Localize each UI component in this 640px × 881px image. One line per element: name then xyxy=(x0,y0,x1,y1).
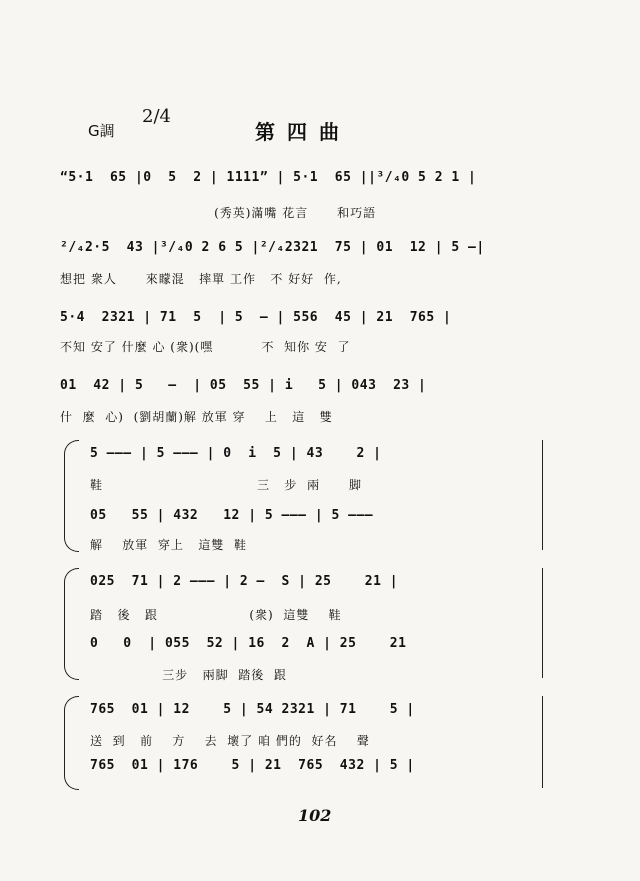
lyrics: 踏 後 跟 (衆) 這雙 鞋 xyxy=(90,608,342,622)
system-brace-2 xyxy=(64,568,79,680)
barline-right-1 xyxy=(542,440,543,550)
lyrics: 解 放軍 穿上 這雙 鞋 xyxy=(90,538,247,552)
system-brace-1 xyxy=(64,440,79,552)
notation: 05 55 | 432 12 | 5 ——— | 5 ——— xyxy=(90,508,382,523)
notation: 5·4 2321 | 71 5 | 5 — | 556 45 | 21 765 | xyxy=(60,310,452,325)
lyrics: 什 麼 心) (劉胡蘭)解 放軍 穿 上 這 雙 xyxy=(60,410,333,424)
lyrics: 三步 兩脚 踏後 跟 xyxy=(90,668,287,682)
time-signature: 2/4 xyxy=(142,106,171,127)
system-brace-3 xyxy=(64,696,79,790)
lyrics: (秀英)滿嘴 花言 和巧語 xyxy=(60,206,377,220)
notation: 0 0 | 055 52 | 16 2 A | 25 21 xyxy=(90,636,415,651)
lyrics: 送 到 前 方 去 壞了 咱 們的 好名 聲 xyxy=(90,734,370,748)
lyrics: 想把 衆人 來矇混 摔單 工作 不 好好 作, xyxy=(60,272,342,286)
barline-right-3 xyxy=(542,696,543,788)
notation: 025 71 | 2 ——— | 2 — S | 25 21 | xyxy=(90,574,399,589)
lyrics: 鞋 三 步 兩 脚 xyxy=(90,478,363,492)
barline-right-2 xyxy=(542,568,543,678)
notation: 5 ——— | 5 ——— | 0 i 5 | 43 2 | xyxy=(90,446,382,461)
lyrics: 不知 安了 什麼 心 (衆)(嘿 不 知你 安 了 xyxy=(60,340,351,354)
notation: 01 42 | 5 — | 05 55 | i 5 | 043 23 | xyxy=(60,378,427,393)
page-number: 102 xyxy=(298,806,332,825)
notation: 765 01 | 176 5 | 21 765 432 | 5 | xyxy=(90,758,415,773)
notation: “5·1 65 |0 5 2 | 1111” | 5·1 65 ||³/₄0 5 2 1 | xyxy=(60,170,477,185)
notation: ²/₄2·5 43 |³/₄0 2 6 5 |²/₄2321 75 | 01 12 | 5 —| xyxy=(60,240,485,255)
page-title: 第四曲 xyxy=(255,120,351,144)
notation: 765 01 | 12 5 | 54 2321 | 71 5 | xyxy=(90,702,415,717)
key-signature: G調 xyxy=(88,122,115,140)
